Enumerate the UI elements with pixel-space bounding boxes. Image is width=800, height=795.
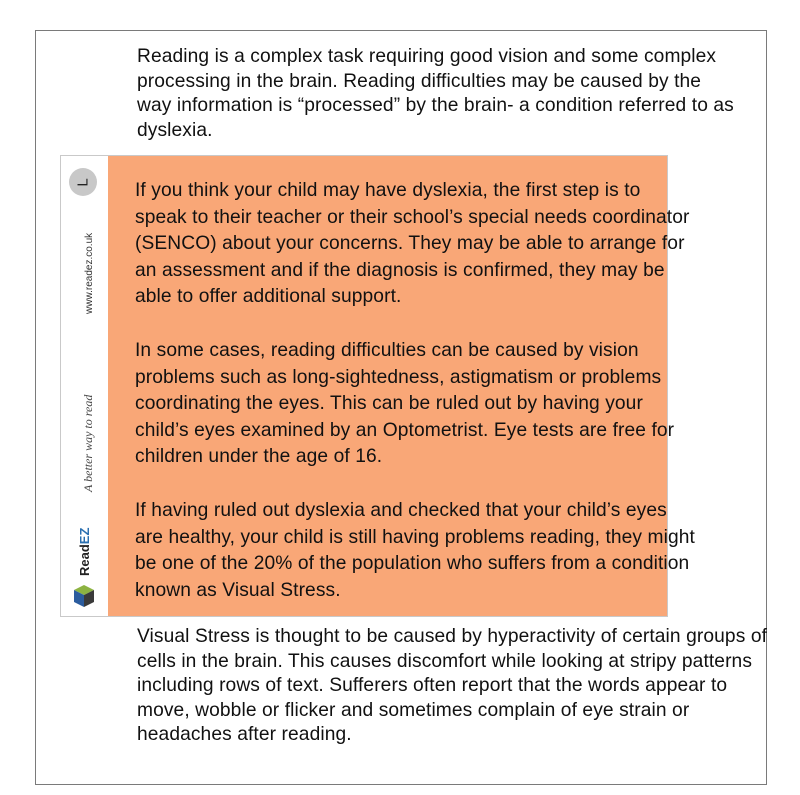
overlay-paragraph-1: If you think your child may have dyslexia, the first step is to speak to their teacher or their school’s special needs coordinator (SENCO) about your concerns. They may be able to arrange for an assessment and if the diagnosis is confirmed, they may be able to offer additional support. xyxy=(135,180,690,307)
intro-paragraph: Reading is a complex task requiring good vision and some complex processing in the brain. Reading difficulties may be caused by the way information is “processed” by the brain- a condition referred to as dyslexia. xyxy=(137,46,734,141)
visual-stress-paragraph: Visual Stress is thought to be caused by hyperactivity of certain groups of cells in the brain. This causes discomfort while looking at stripy patterns including rows of text. Sufferers often report that the words appear to move, wobble or flicker and sometimes complain of eye strain or headaches after reading. xyxy=(137,626,768,746)
overlay-paragraph-2: In some cases, reading difficulties can be caused by vision problems such as long-sightedness, astigmatism or problems coordinating the eyes. This can be ruled out by having your child’s eyes examined by an Optometrist. Eye tests are free for children under the age of 16. xyxy=(135,340,675,467)
overlay-paragraph-3: If having ruled out dyslexia and checked that your child’s eyes are healthy, your child is still having problems reading, they might be one of the 20% of the population who suffers from a condition known as Visual Stress. xyxy=(135,500,695,601)
brand-tagline: A better way to read xyxy=(81,394,95,492)
size-badge xyxy=(69,168,97,196)
readez-logo-icon xyxy=(73,584,95,608)
reading-overlay-card xyxy=(60,155,695,617)
colored-overlay-panel xyxy=(108,156,695,616)
website-url: www.readez.co.uk xyxy=(84,232,95,314)
brand-name-suffix: EZ xyxy=(77,527,92,545)
brand-name xyxy=(77,528,92,576)
overlay-brand-strip xyxy=(61,156,107,616)
brand-name-prefix: Read xyxy=(77,544,92,576)
size-badge-letter: L xyxy=(74,177,92,187)
